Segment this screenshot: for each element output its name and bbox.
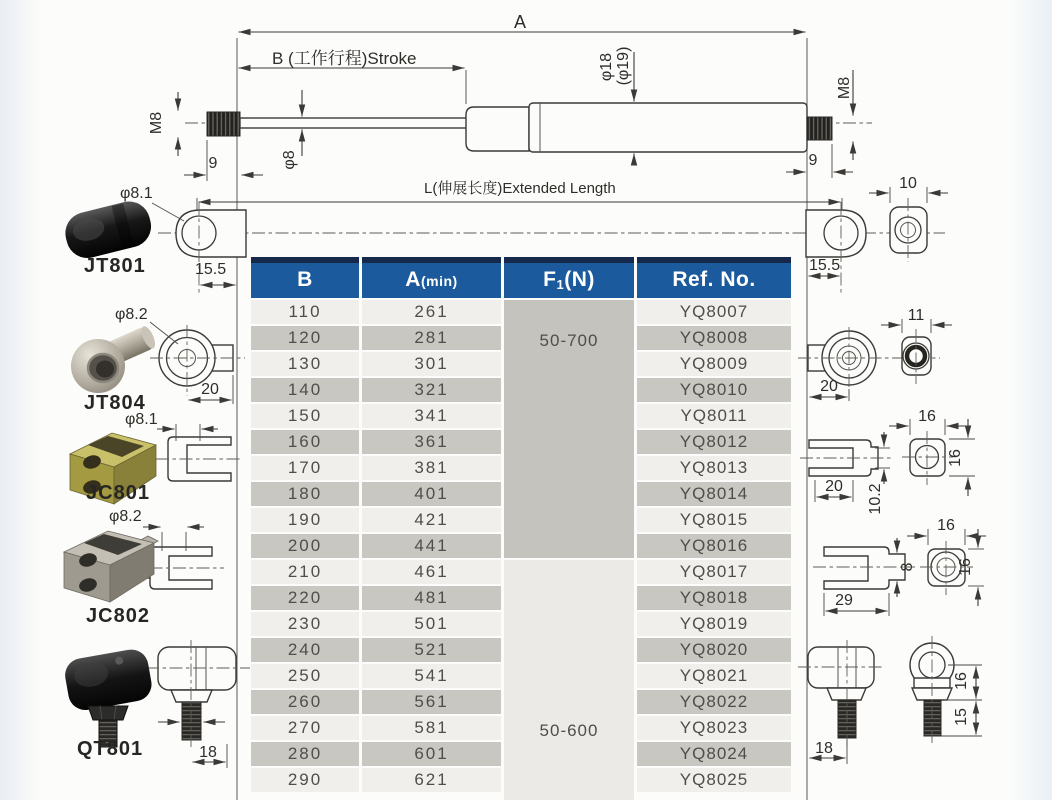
cell-a: 581 — [362, 716, 501, 740]
dim-label-9-left: 9 — [208, 155, 218, 172]
cell-b: 250 — [251, 664, 359, 688]
jt801-eyelet-drawing-right — [806, 202, 866, 294]
table-row — [251, 482, 791, 506]
col-header-f-unit: (N) — [564, 268, 595, 291]
dim-label-jt804-side-width: 11 — [907, 307, 925, 324]
table-row — [251, 586, 791, 610]
cell-a: 341 — [362, 404, 501, 428]
col-header-ref-no: Ref. No. — [637, 257, 791, 298]
cell-ref: YQ8017 — [637, 560, 791, 584]
cell-b: 260 — [251, 690, 359, 714]
part-label-jt801: JT801 — [84, 255, 146, 277]
dim-label-stroke: B (工作行程)Stroke — [272, 49, 417, 68]
dim-label-jc802-face-w: 16 — [937, 517, 955, 534]
force-value-group2: 50-600 — [539, 721, 599, 740]
cell-a: 561 — [362, 690, 501, 714]
dim-label-jc802-dia: φ8.2 — [109, 508, 142, 525]
jt804-photo — [71, 324, 158, 393]
cell-a: 601 — [362, 742, 501, 766]
col-header-f-sub: 1 — [556, 277, 565, 292]
cell-b: 240 — [251, 638, 359, 662]
col-header-f1n — [504, 257, 634, 298]
part-label-jc802: JC802 — [86, 605, 150, 627]
cell-b: 230 — [251, 612, 359, 636]
jc801-drawing-left — [156, 424, 243, 481]
dim-label-jc801-len: 20 — [825, 478, 843, 495]
cell-b: 190 — [251, 508, 359, 532]
table-row — [251, 352, 791, 376]
dim-label-qt801-stud-left: 18 — [199, 744, 217, 761]
cell-b: 210 — [251, 560, 359, 584]
dim-label-jt801-side-width: 10 — [899, 175, 917, 192]
dim-label-tube-dia: φ18 — [598, 52, 615, 82]
dim-label-jt801-depth-right: 15.5 — [809, 257, 841, 274]
cell-a: 261 — [362, 300, 501, 324]
cell-b: 140 — [251, 378, 359, 402]
dim-label-jt804-dia: φ8.2 — [115, 306, 148, 323]
cell-a: 381 — [362, 456, 501, 480]
col-header-f-main: F — [543, 268, 557, 291]
cell-b: 130 — [251, 352, 359, 376]
part-label-jt804: JT804 — [84, 392, 146, 414]
cell-ref: YQ8009 — [637, 352, 791, 376]
table-row — [251, 430, 791, 454]
part-label-jc801: JC801 — [86, 482, 150, 504]
dim-label-9-right: 9 — [808, 152, 818, 169]
col-header-a-main: A — [405, 268, 421, 291]
cell-ref: YQ8014 — [637, 482, 791, 506]
cell-ref: YQ8015 — [637, 508, 791, 532]
part-label-qt801: QT801 — [77, 738, 144, 760]
dim-label-rod-dia: φ8 — [281, 150, 298, 170]
cell-b: 180 — [251, 482, 359, 506]
cell-b: 200 — [251, 534, 359, 558]
table-row — [251, 534, 791, 558]
dim-label-qt801-eye-h: 16 — [953, 672, 970, 690]
table-row — [251, 378, 791, 402]
cell-ref: YQ8011 — [637, 404, 791, 428]
table-row — [251, 664, 791, 688]
dim-label-qt801-stud-right: 18 — [815, 740, 833, 757]
cell-b: 220 — [251, 586, 359, 610]
cell-a: 481 — [362, 586, 501, 610]
cell-b: 170 — [251, 456, 359, 480]
dim-label-tube-dia-alt: (φ19) — [615, 46, 632, 86]
table-row — [251, 716, 791, 740]
cell-a: 441 — [362, 534, 501, 558]
col-header-b: B — [251, 257, 359, 298]
col-header-a-sub: (min) — [420, 273, 458, 289]
table-row — [251, 404, 791, 428]
table-row — [251, 326, 791, 350]
cell-ref: YQ8021 — [637, 664, 791, 688]
cell-a: 501 — [362, 612, 501, 636]
cell-a: 621 — [362, 768, 501, 792]
dim-label-jt804-len-right: 20 — [820, 378, 838, 395]
jt801-photo — [61, 197, 156, 262]
dim-label-m8-right: M8 — [836, 76, 853, 100]
spec-table — [251, 257, 791, 800]
cell-a: 521 — [362, 638, 501, 662]
dim-label-jt804-len-left: 20 — [201, 381, 219, 398]
cell-ref: YQ8008 — [637, 326, 791, 350]
cell-b: 270 — [251, 716, 359, 740]
qt801-photo — [62, 647, 154, 747]
jt801-eyelet-side-view — [869, 187, 948, 262]
dim-label-jc802-slot: 8 — [899, 562, 916, 572]
force-value-group1: 50-700 — [539, 331, 599, 350]
dim-label-a: A — [513, 12, 526, 32]
cell-a: 401 — [362, 482, 501, 506]
table-row — [251, 560, 791, 584]
cell-ref: YQ8025 — [637, 768, 791, 792]
table-row — [251, 300, 791, 324]
table-row — [251, 638, 791, 662]
cell-ref: YQ8007 — [637, 300, 791, 324]
cell-a: 281 — [362, 326, 501, 350]
dim-label-m8-left: M8 — [148, 111, 165, 135]
table-row — [251, 768, 791, 792]
cell-b: 150 — [251, 404, 359, 428]
cell-ref: YQ8016 — [637, 534, 791, 558]
cell-a: 541 — [362, 664, 501, 688]
table-row — [251, 612, 791, 636]
dim-label-extended-length: L(伸展长度)Extended Length — [424, 180, 616, 197]
cell-b: 290 — [251, 768, 359, 792]
cell-b: 160 — [251, 430, 359, 454]
cell-a: 361 — [362, 430, 501, 454]
cell-b: 120 — [251, 326, 359, 350]
dim-label-jc801-face-w: 16 — [918, 408, 936, 425]
cell-ref: YQ8013 — [637, 456, 791, 480]
cell-ref: YQ8022 — [637, 690, 791, 714]
cell-a: 321 — [362, 378, 501, 402]
cell-a: 301 — [362, 352, 501, 376]
dim-label-qt801-stud-len: 15 — [953, 708, 970, 726]
cell-a: 421 — [362, 508, 501, 532]
jc802-photo — [64, 531, 158, 602]
cell-ref: YQ8023 — [637, 716, 791, 740]
dim-label-jt801-depth-left: 15.5 — [195, 261, 227, 278]
table-row — [251, 742, 791, 766]
dim-label-jc801-face-h: 16 — [947, 449, 964, 467]
col-header-a-min — [362, 257, 501, 298]
cell-a: 461 — [362, 560, 501, 584]
cell-ref: YQ8018 — [637, 586, 791, 610]
table-row — [251, 690, 791, 714]
dim-label-jc802-len: 29 — [835, 592, 853, 609]
cell-ref: YQ8020 — [637, 638, 791, 662]
qt801-drawing-right-front — [910, 636, 982, 745]
table-row — [251, 456, 791, 480]
jt804-side-view — [881, 319, 952, 384]
dim-label-jt801-dia: φ8.1 — [120, 185, 153, 202]
table-row — [251, 508, 791, 532]
dim-label-jc801-dia: φ8.1 — [125, 411, 158, 428]
dim-label-jc802-face-h: 16 — [957, 558, 974, 576]
jt801-eyelet-drawing-left — [152, 202, 246, 294]
cell-ref: YQ8019 — [637, 612, 791, 636]
cell-b: 280 — [251, 742, 359, 766]
cell-ref: YQ8012 — [637, 430, 791, 454]
dim-label-jc801-slot: 10.2 — [867, 483, 884, 515]
cell-b: 110 — [251, 300, 359, 324]
cell-ref: YQ8010 — [637, 378, 791, 402]
cell-ref: YQ8024 — [637, 742, 791, 766]
